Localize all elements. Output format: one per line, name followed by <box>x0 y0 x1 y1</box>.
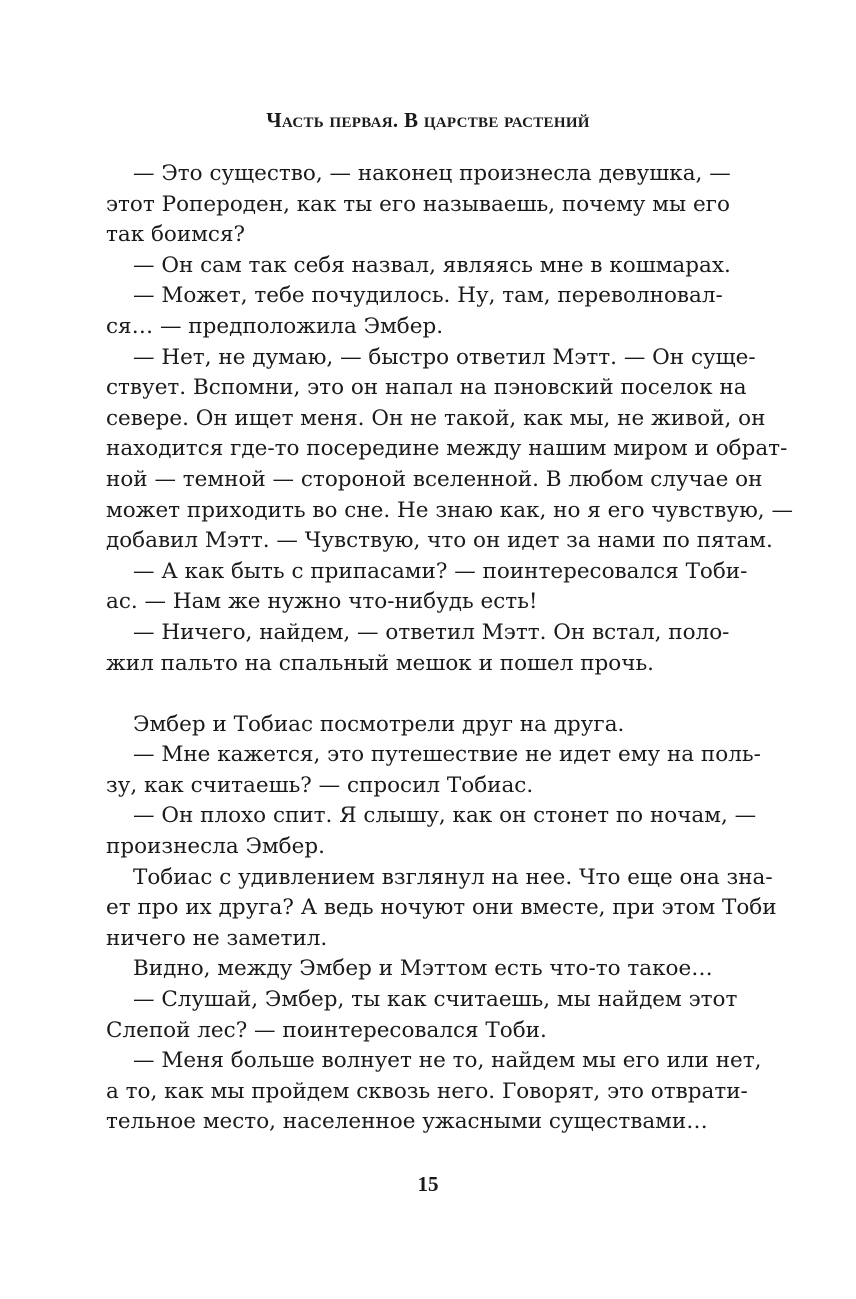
text-line: — Нет, не думаю, — быстро ответил Мэтт. — Он суще- <box>133 344 756 370</box>
paragraph <box>106 281 723 342</box>
section-break <box>106 679 714 710</box>
text-line: — Он плохо спит. Я слышу, как он стонет по ночам, — <box>133 803 757 829</box>
text-line: Слепой лес? — поинтересовался Тоби. <box>106 1017 547 1043</box>
body-text <box>106 159 793 1138</box>
text-line: — Меня больше волнует не то, найдем мы его или нет, <box>133 1048 762 1074</box>
text-line: зу, как считаешь? — спросил Тобиас. <box>106 772 534 798</box>
text-line: Видно, между Эмбер и Мэттом есть что-то такое… <box>133 956 713 982</box>
text-line: произнесла Эмбер. <box>106 834 325 860</box>
text-line: севере. Он ищет меня. Он не такой, как мы, не живой, он <box>106 405 766 431</box>
text-line: ся… — предположила Эмбер. <box>106 313 444 339</box>
paragraph <box>106 557 748 618</box>
text-line: а то, как мы пройдем сквозь него. Говорят, это отврати- <box>106 1078 748 1104</box>
text-line: — А как быть с припасами? — поинтересовался Тоби- <box>133 558 748 584</box>
text-line: ствует. Вспомни, это он напал на пэновский поселок на <box>106 375 747 401</box>
paragraph <box>106 159 731 251</box>
paragraph <box>106 863 777 955</box>
text-line: находится где-то посередине между нашим миром и обрат- <box>106 436 788 462</box>
text-line: Эмбер и Тобиас посмотрели друг на друга. <box>133 711 625 737</box>
paragraph <box>106 985 738 1046</box>
text-line: ной — темной — стороной вселенной. В любом случае он <box>106 466 763 492</box>
text-line: жил пальто на спальный мешок и пошел прочь. <box>106 650 655 676</box>
text-line: может приходить во сне. Не знаю как, но я его чувствую, — <box>106 497 793 523</box>
text-line: — Слушай, Эмбер, ты как считаешь, мы найдем этот <box>133 987 738 1013</box>
text-line: ас. — Нам же нужно что-нибудь есть! <box>106 589 538 615</box>
page-number: 15 <box>417 1172 439 1196</box>
paragraph <box>106 710 714 741</box>
paragraph <box>106 251 731 282</box>
text-line: тельное место, населенное ужасными существами… <box>106 1109 708 1135</box>
text-line: так боимся? <box>106 222 246 248</box>
text-line: — Это существо, — наконец произнесла девушка, — <box>133 161 731 186</box>
text-line: — Мне кажется, это путешествие не идет ему на поль- <box>133 742 761 768</box>
text-line: этот Ропероден, как ты его называешь, почему мы его <box>106 191 730 217</box>
paragraph <box>106 801 757 862</box>
text-line: — Ничего, найдем, — ответил Мэтт. Он встал, поло- <box>133 619 730 645</box>
paragraph <box>106 954 714 985</box>
paragraph <box>106 740 761 801</box>
text-line: Тобиас с удивлением взглянул на нее. Что еще она зна- <box>133 864 773 890</box>
text-line: ет про их друга? А ведь ночуют они вместе, при этом Тоби <box>106 895 777 921</box>
paragraph <box>106 1046 762 1138</box>
running-header: Часть первая. В царстве растений <box>266 108 590 132</box>
text-line: ничего не заметил. <box>106 925 328 951</box>
text-line: — Он сам так себя назвал, являясь мне в кошмарах. <box>133 252 731 278</box>
paragraph <box>106 343 793 557</box>
text-line: добавил Мэтт. — Чувствую, что он идет за нами по пятам. <box>106 528 773 554</box>
text-line: — Может, тебе почудилось. Ну, там, переволновал- <box>133 283 723 309</box>
paragraph <box>106 618 730 679</box>
